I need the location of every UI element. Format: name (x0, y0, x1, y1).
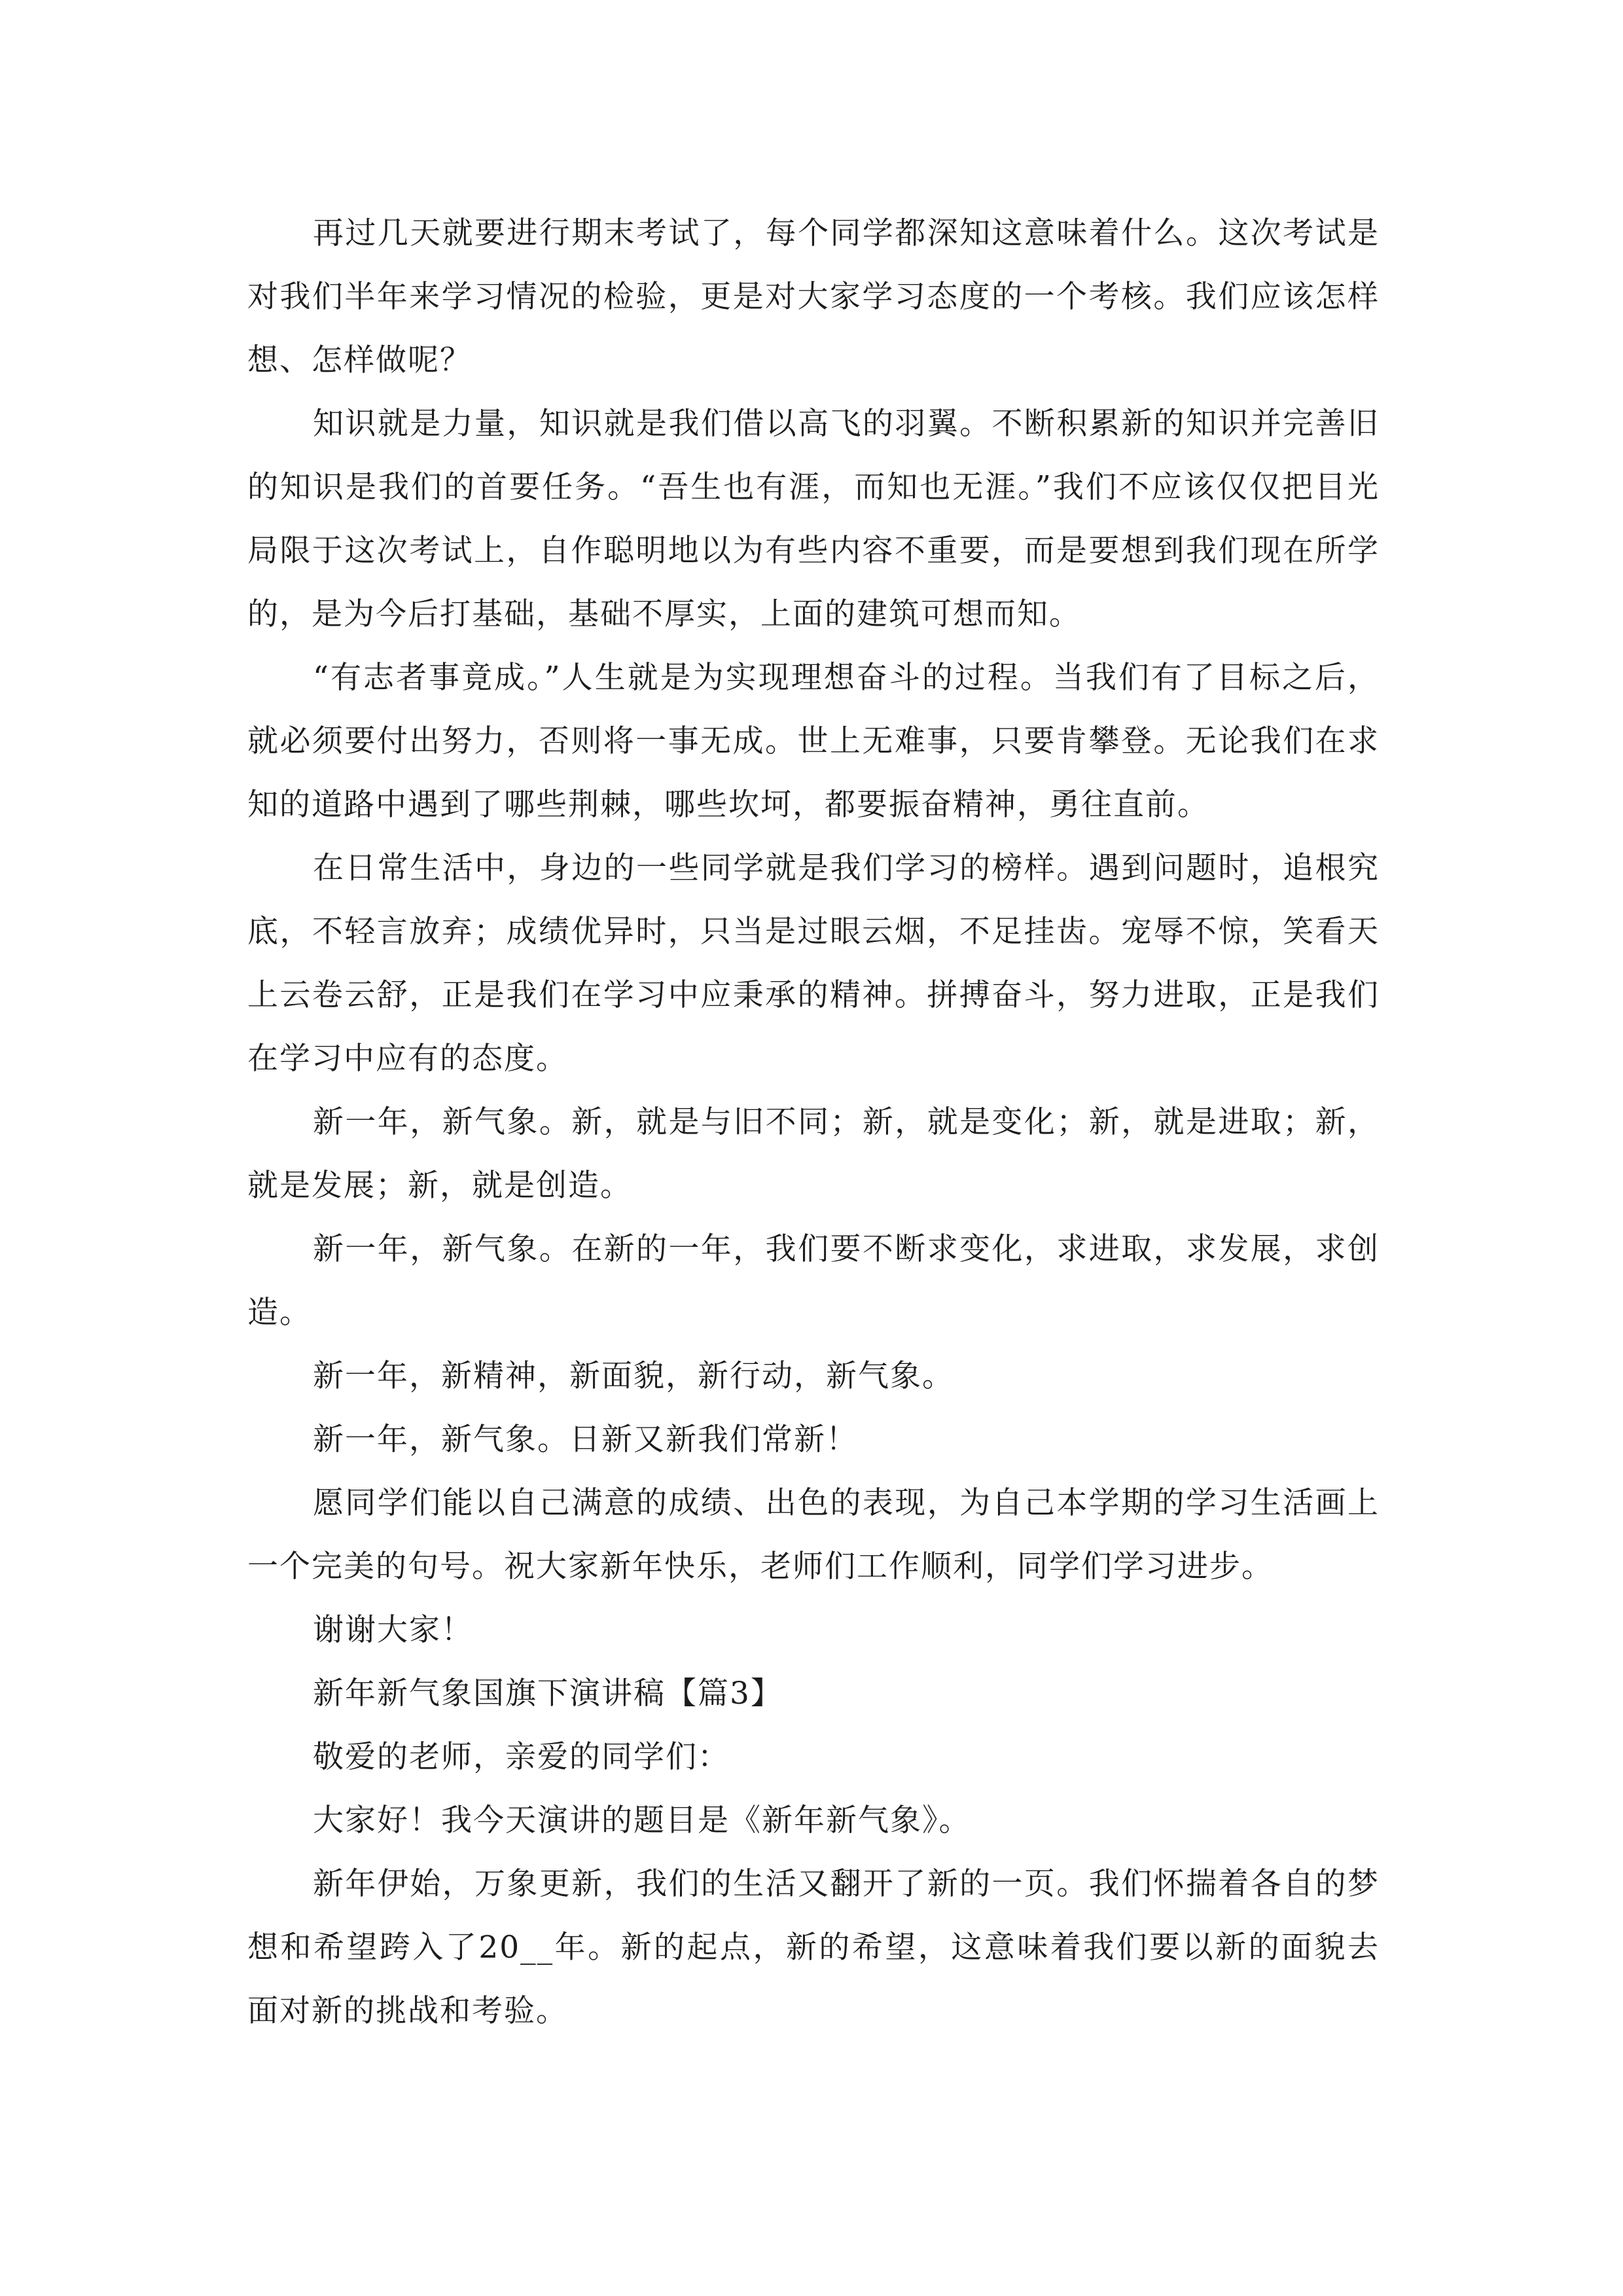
paragraph: 再过几天就要进行期末考试了，每个同学都深知这意味着什么。这次考试是对我们半年来学习情况的检验，更是对大家学习态度的一个考核。我们应该怎样想、怎样做呢？ (247, 215, 1380, 378)
paragraph: “有志者事竟成。”人生就是为实现理想奋斗的过程。当我们有了目标之后，就必须要付出努力，否则将一事无成。世上无难事，只要肯攀登。无论我们在求知的道路中遇到了哪些荆棘，哪些坎坷，都要振奋精神，勇往直前。 (247, 660, 1380, 823)
closing-thanks: 谢谢大家！ (313, 1612, 473, 1648)
paragraph: 在日常生活中，身边的一些同学就是我们学习的榜样。遇到问题时，追根究底，不轻言放弃；成绩优异时，只当是过眼云烟，不足挂齿。宠辱不惊，笑看天上云卷云舒，正是我们在学习中应秉承的精神。拼搏奋斗，努力进取，正是我们在学习中应有的态度。 (247, 850, 1380, 1077)
section-title: 新年新气象国旗下演讲稿【篇3】 (313, 1676, 783, 1712)
paragraph: 知识就是力量，知识就是我们借以高飞的羽翼。不断积累新的知识并完善旧的知识是我们的首要任务。“吾生也有涯，而知也无涯。”我们不应该仅仅把目光局限于这次考试上，自作聪明地以为有些内容不重要，而是要想到我们现在所学的，是为今后打基础，基础不厚实，上面的建筑可想而知。 (247, 406, 1380, 632)
document-body (247, 202, 1380, 2043)
salutation: 敬爱的老师，亲爱的同学们： (313, 1739, 730, 1775)
paragraph: 新一年，新气象。日新又新我们常新！ (313, 1422, 858, 1458)
paragraph: 新一年，新气象。新，就是与旧不同；新，就是变化；新，就是进取；新，就是发展；新，就是创造。 (247, 1104, 1380, 1204)
paragraph: 大家好！我今天演讲的题目是《新年新气象》。 (313, 1803, 971, 1839)
paragraph: 新年伊始，万象更新，我们的生活又翻开了新的一页。我们怀揣着各自的梦想和希望跨入了20__年。新的起点，新的希望，这意味着我们要以新的面貌去面对新的挑战和考验。 (247, 1866, 1380, 2029)
paragraph: 愿同学们能以自己满意的成绩、出色的表现，为自己本学期的学习生活画上一个完美的句号。祝大家新年快乐，老师们工作顺利，同学们学习进步。 (247, 1485, 1380, 1585)
paragraph: 新一年，新气象。在新的一年，我们要不断求变化，求进取，求发展，求创造。 (247, 1231, 1380, 1331)
paragraph: 新一年，新精神，新面貌，新行动，新气象。 (313, 1358, 954, 1394)
